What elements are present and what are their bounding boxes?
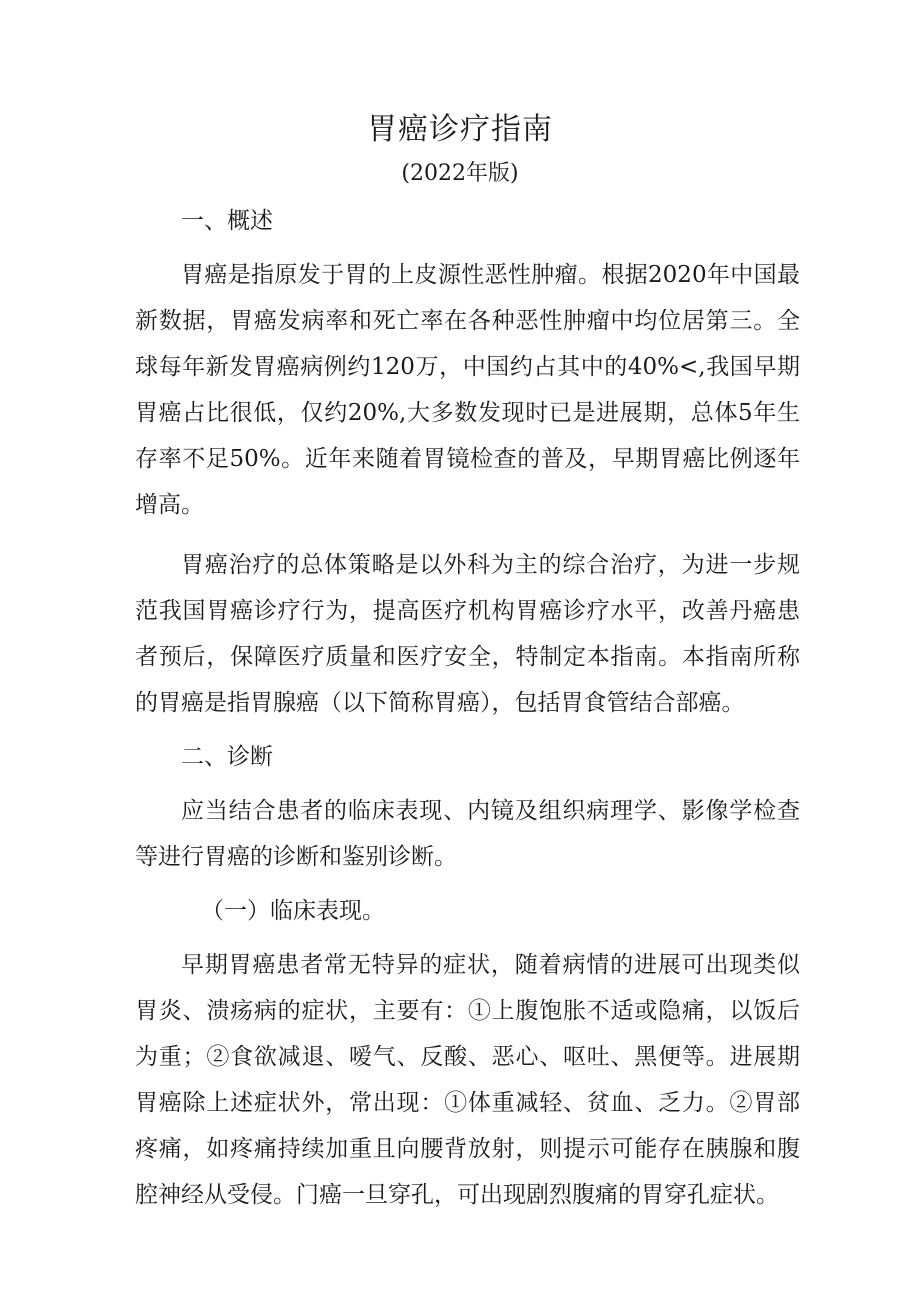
paragraph-overview-1: 胃癌是指原发于胃的上皮源性恶性肿瘤。根据2020年中国最新数据，胃癌发病率和死亡率在各种恶性肿瘤中均位居第三。全球每年新发胃癌病例约120万，中国约占其中的40%<,我国早期胃癌占比很低，仅约20%,大多数发现时已是进展期，总体5年生存率不足50%。近年来随着胃镜检查的普及，早期胃癌比例逐年增高。 — [135, 262, 800, 518]
document-title: 胃癌诊疗指南 — [367, 112, 553, 147]
subsection-heading-clinical: （一）临床表现。 — [201, 898, 385, 924]
section-heading-overview: 一、概述 — [181, 208, 273, 234]
document-body — [135, 198, 800, 1218]
paragraph-clinical-1: 早期胃癌患者常无特异的症状，随着病情的进展可出现类似胃炎、溃疡病的症状，主要有：①上腹饱胀不适或隐痛，以饭后为重；②食欲减退、嗳气、反酸、恶心、呕吐、黑便等。进展期胃癌除上述症状外，常出现：①体重减轻、贫血、乏力。②胃部疼痛，如疼痛持续加重且向腰背放射，则提示可能存在胰腺和腹腔神经从受侵。门癌一旦穿孔，可出现剧烈腹痛的胃穿孔症状。 — [135, 952, 800, 1208]
paragraph-overview-2: 胃癌治疗的总体策略是以外科为主的综合治疗，为进一步规范我国胃癌诊疗行为，提高医疗机构胃癌诊疗水平，改善丹癌患者预后，保障医疗质量和医疗安全，特制定本指南。本指南所称的胃癌是指胃腺癌（以下简称胃癌），包括胃食管结合部癌。 — [135, 552, 800, 716]
paragraph-diagnosis-1: 应当结合患者的临床表现、内镜及组织病理学、影像学检查等进行胃癌的诊断和鉴别诊断。 — [135, 798, 800, 870]
document-edition: (2022年版) — [401, 161, 519, 186]
section-heading-diagnosis: 二、诊断 — [181, 744, 273, 770]
